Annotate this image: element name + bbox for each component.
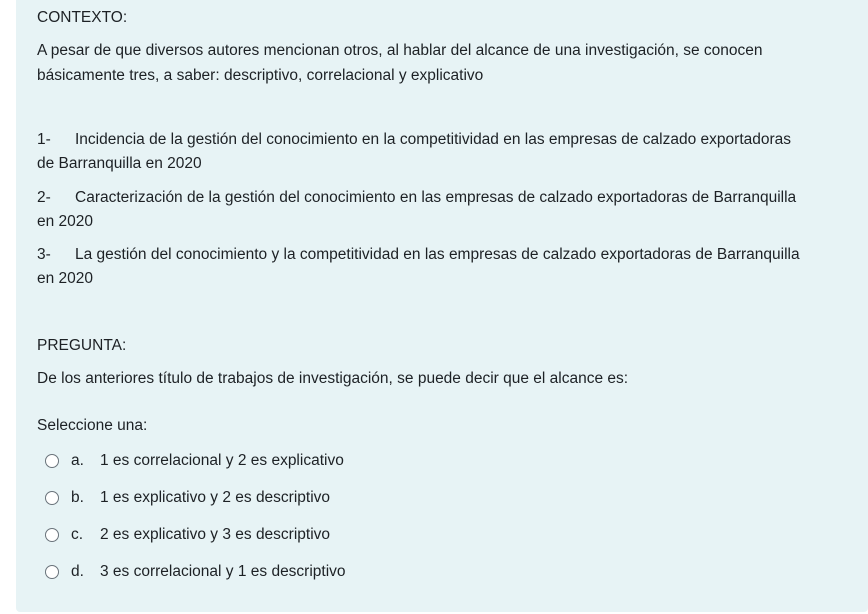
radio-button[interactable] <box>45 491 59 505</box>
option-b[interactable] <box>45 486 330 510</box>
item-text: La gestión del conocimiento y la competitividad en las empresas de calzado exportadoras de Barranquilla <box>75 246 800 263</box>
option-letter: a. <box>71 452 84 469</box>
item-number: 2- <box>37 189 51 206</box>
option-text: 1 es correlacional y 2 es explicativo <box>100 452 344 469</box>
radio-button[interactable] <box>45 454 59 468</box>
option-text: 1 es explicativo y 2 es descriptivo <box>100 489 331 506</box>
item-continuation: en 2020 <box>37 213 94 230</box>
question-panel <box>16 0 868 612</box>
option-text: 3 es correlacional y 1 es descriptivo <box>100 563 346 580</box>
context-heading: CONTEXTO: <box>37 9 128 26</box>
item-number: 3- <box>37 246 51 263</box>
item-continuation: de Barranquilla en 2020 <box>37 155 202 172</box>
option-text: 2 es explicativo y 3 es descriptivo <box>100 526 331 543</box>
radio-button[interactable] <box>45 565 59 579</box>
option-d[interactable] <box>45 560 346 584</box>
item-text: Incidencia de la gestión del conocimiento en la competitividad en las empresas de calzado exportadoras <box>75 131 792 148</box>
option-letter: b. <box>71 489 84 506</box>
option-a[interactable] <box>45 449 344 473</box>
item-number: 1- <box>37 131 51 148</box>
item-continuation: en 2020 <box>37 270 94 287</box>
answer-prompt: Seleccione una: <box>37 417 148 434</box>
option-letter: d. <box>71 563 84 580</box>
context-item-3 <box>37 243 857 291</box>
question-heading: PREGUNTA: <box>37 337 127 354</box>
option-c[interactable] <box>45 523 330 547</box>
context-item-1 <box>37 128 857 176</box>
item-text: Caracterización de la gestión del conocimiento en las empresas de calzado exportadoras de Barranquilla <box>75 189 797 206</box>
option-letter: c. <box>71 526 84 543</box>
context-item-2 <box>37 186 857 234</box>
context-paragraph-line1: A pesar de que diversos autores mencionan otros, al hablar del alcance de una investigación, se conocen <box>37 42 763 59</box>
question-text: De los anteriores título de trabajos de investigación, se puede decir que el alcance es: <box>37 370 629 387</box>
context-paragraph-line2: básicamente tres, a saber: descriptivo, correlacional y explicativo <box>37 67 484 84</box>
radio-button[interactable] <box>45 528 59 542</box>
